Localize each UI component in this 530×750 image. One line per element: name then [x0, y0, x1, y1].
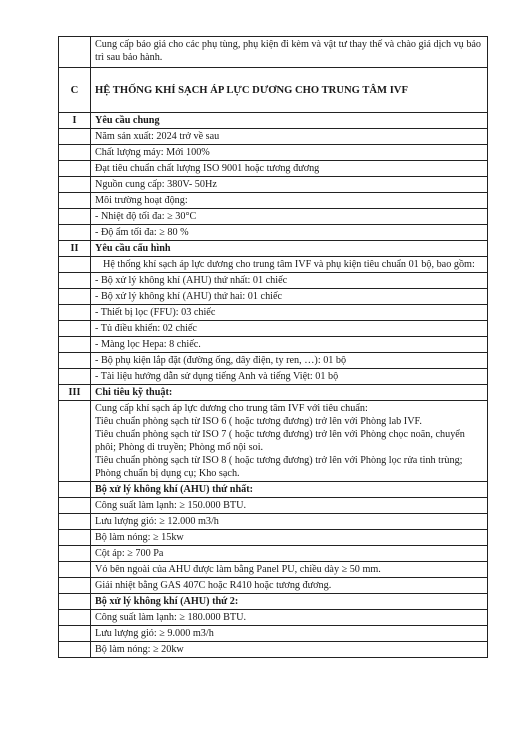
list-item: Vỏ bên ngoài của AHU được làm bằng Panel PU, chiều dày ≥ 50 mm. [91, 562, 488, 578]
table-row [59, 626, 488, 642]
config-intro: Hệ thống khí sạch áp lực dương cho trung tâm IVF và phụ kiện tiêu chuẩn 01 bộ, bao gồm: [91, 257, 488, 273]
table-row [59, 37, 488, 68]
list-item: - Tủ điều khiển: 02 chiếc [91, 321, 488, 337]
table-row [59, 113, 488, 129]
ahu2-title: Bộ xử lý không khí (AHU) thứ 2: [91, 594, 488, 610]
table-row [59, 482, 488, 498]
list-item: Lưu lượng gió: ≥ 12.000 m3/h [91, 514, 488, 530]
tech-line: Tiêu chuẩn phòng sạch từ ISO 8 ( hoặc tương đương) trở lên với Phòng lọc rửa tinh trùng; Phòng chuẩn bị dụng cụ; Kho sạch. [95, 455, 463, 479]
list-item: Bộ làm nóng: ≥ 20kw [91, 642, 488, 658]
table-row [59, 225, 488, 241]
table-row [59, 369, 488, 385]
table-row [59, 594, 488, 610]
section-title: Yêu cầu chung [91, 113, 488, 129]
section-title: HỆ THỐNG KHÍ SẠCH ÁP LỰC DƯƠNG CHO TRUNG TÂM IVF [91, 68, 488, 113]
table-row [59, 562, 488, 578]
list-item: Đạt tiêu chuẩn chất lượng ISO 9001 hoặc tương đương [91, 161, 488, 177]
table-row [59, 385, 488, 401]
list-item: - Độ ẩm tối đa: ≥ 80 % [91, 225, 488, 241]
table-row [59, 514, 488, 530]
table-row [59, 498, 488, 514]
section-title: Yêu cầu cấu hình [91, 241, 488, 257]
list-item: - Nhiệt độ tối đa: ≥ 30°C [91, 209, 488, 225]
list-item: Chất lượng máy: Mới 100% [91, 145, 488, 161]
table-row [59, 321, 488, 337]
list-item: - Bộ xử lý không khí (AHU) thứ hai: 01 chiếc [91, 289, 488, 305]
table-row [59, 546, 488, 562]
tech-line: Cung cấp khí sạch áp lực dương cho trung tâm IVF với tiêu chuẩn: [95, 403, 368, 414]
list-item: - Bộ xử lý không khí (AHU) thứ nhất: 01 chiếc [91, 273, 488, 289]
table-row [59, 401, 488, 482]
table-row [59, 642, 488, 658]
table-row [59, 610, 488, 626]
table-row [59, 193, 488, 209]
table-row [59, 353, 488, 369]
list-item: - Thiết bị lọc (FFU): 03 chiếc [91, 305, 488, 321]
section-title: Chi tiêu kỹ thuật: [91, 385, 488, 401]
list-item: Nguồn cung cấp: 380V- 50Hz [91, 177, 488, 193]
table-row [59, 273, 488, 289]
tech-line: Tiêu chuẩn phòng sạch từ ISO 6 ( hoặc tương đương) trở lên với Phòng lab IVF. [95, 416, 422, 427]
table-row [59, 129, 488, 145]
tech-line: Tiêu chuẩn phòng sạch từ ISO 7 ( hoặc tương đương) trở lên với Phòng chọc noãn, chuyển phôi; Phòng di truyền; Phòng mổ nội soi. [95, 429, 465, 453]
ahu1-title: Bộ xử lý không khí (AHU) thứ nhất: [91, 482, 488, 498]
table-row [59, 305, 488, 321]
list-item: - Màng lọc Hepa: 8 chiếc. [91, 337, 488, 353]
spec-table [58, 36, 488, 658]
list-item: Công suất làm lạnh: ≥ 180.000 BTU. [91, 610, 488, 626]
list-item: - Bộ phụ kiện lắp đặt (đường ống, dây điện, ty ren, …): 01 bộ [91, 353, 488, 369]
table-row [59, 241, 488, 257]
list-item: Môi trường hoạt động: [91, 193, 488, 209]
section-number: II [59, 241, 91, 257]
section-number: C [59, 68, 91, 113]
list-item: Cột áp: ≥ 700 Pa [91, 546, 488, 562]
table-row [59, 289, 488, 305]
intro-text: Cung cấp báo giá cho các phụ tùng, phụ kiện đi kèm và vật tư thay thế và chào giá dịch vụ bảo trì sau bảo hành. [91, 37, 488, 68]
table-row [59, 177, 488, 193]
table-row [59, 145, 488, 161]
list-item: Năm sản xuất: 2024 trở về sau [91, 129, 488, 145]
list-item: Bộ làm nóng: ≥ 15kw [91, 530, 488, 546]
table-row [59, 578, 488, 594]
table-row [59, 161, 488, 177]
tech-paragraph [91, 401, 488, 482]
section-number: I [59, 113, 91, 129]
table-row [59, 530, 488, 546]
table-row [59, 257, 488, 273]
list-item: Giải nhiệt bằng GAS 407C hoặc R410 hoặc tương đương. [91, 578, 488, 594]
section-number: III [59, 385, 91, 401]
table-row [59, 209, 488, 225]
table-row [59, 68, 488, 113]
list-item: Công suất làm lạnh: ≥ 150.000 BTU. [91, 498, 488, 514]
table-row [59, 337, 488, 353]
list-item: Lưu lượng gió: ≥ 9.000 m3/h [91, 626, 488, 642]
list-item: - Tài liệu hướng dẫn sử dụng tiếng Anh và tiếng Việt: 01 bộ [91, 369, 488, 385]
